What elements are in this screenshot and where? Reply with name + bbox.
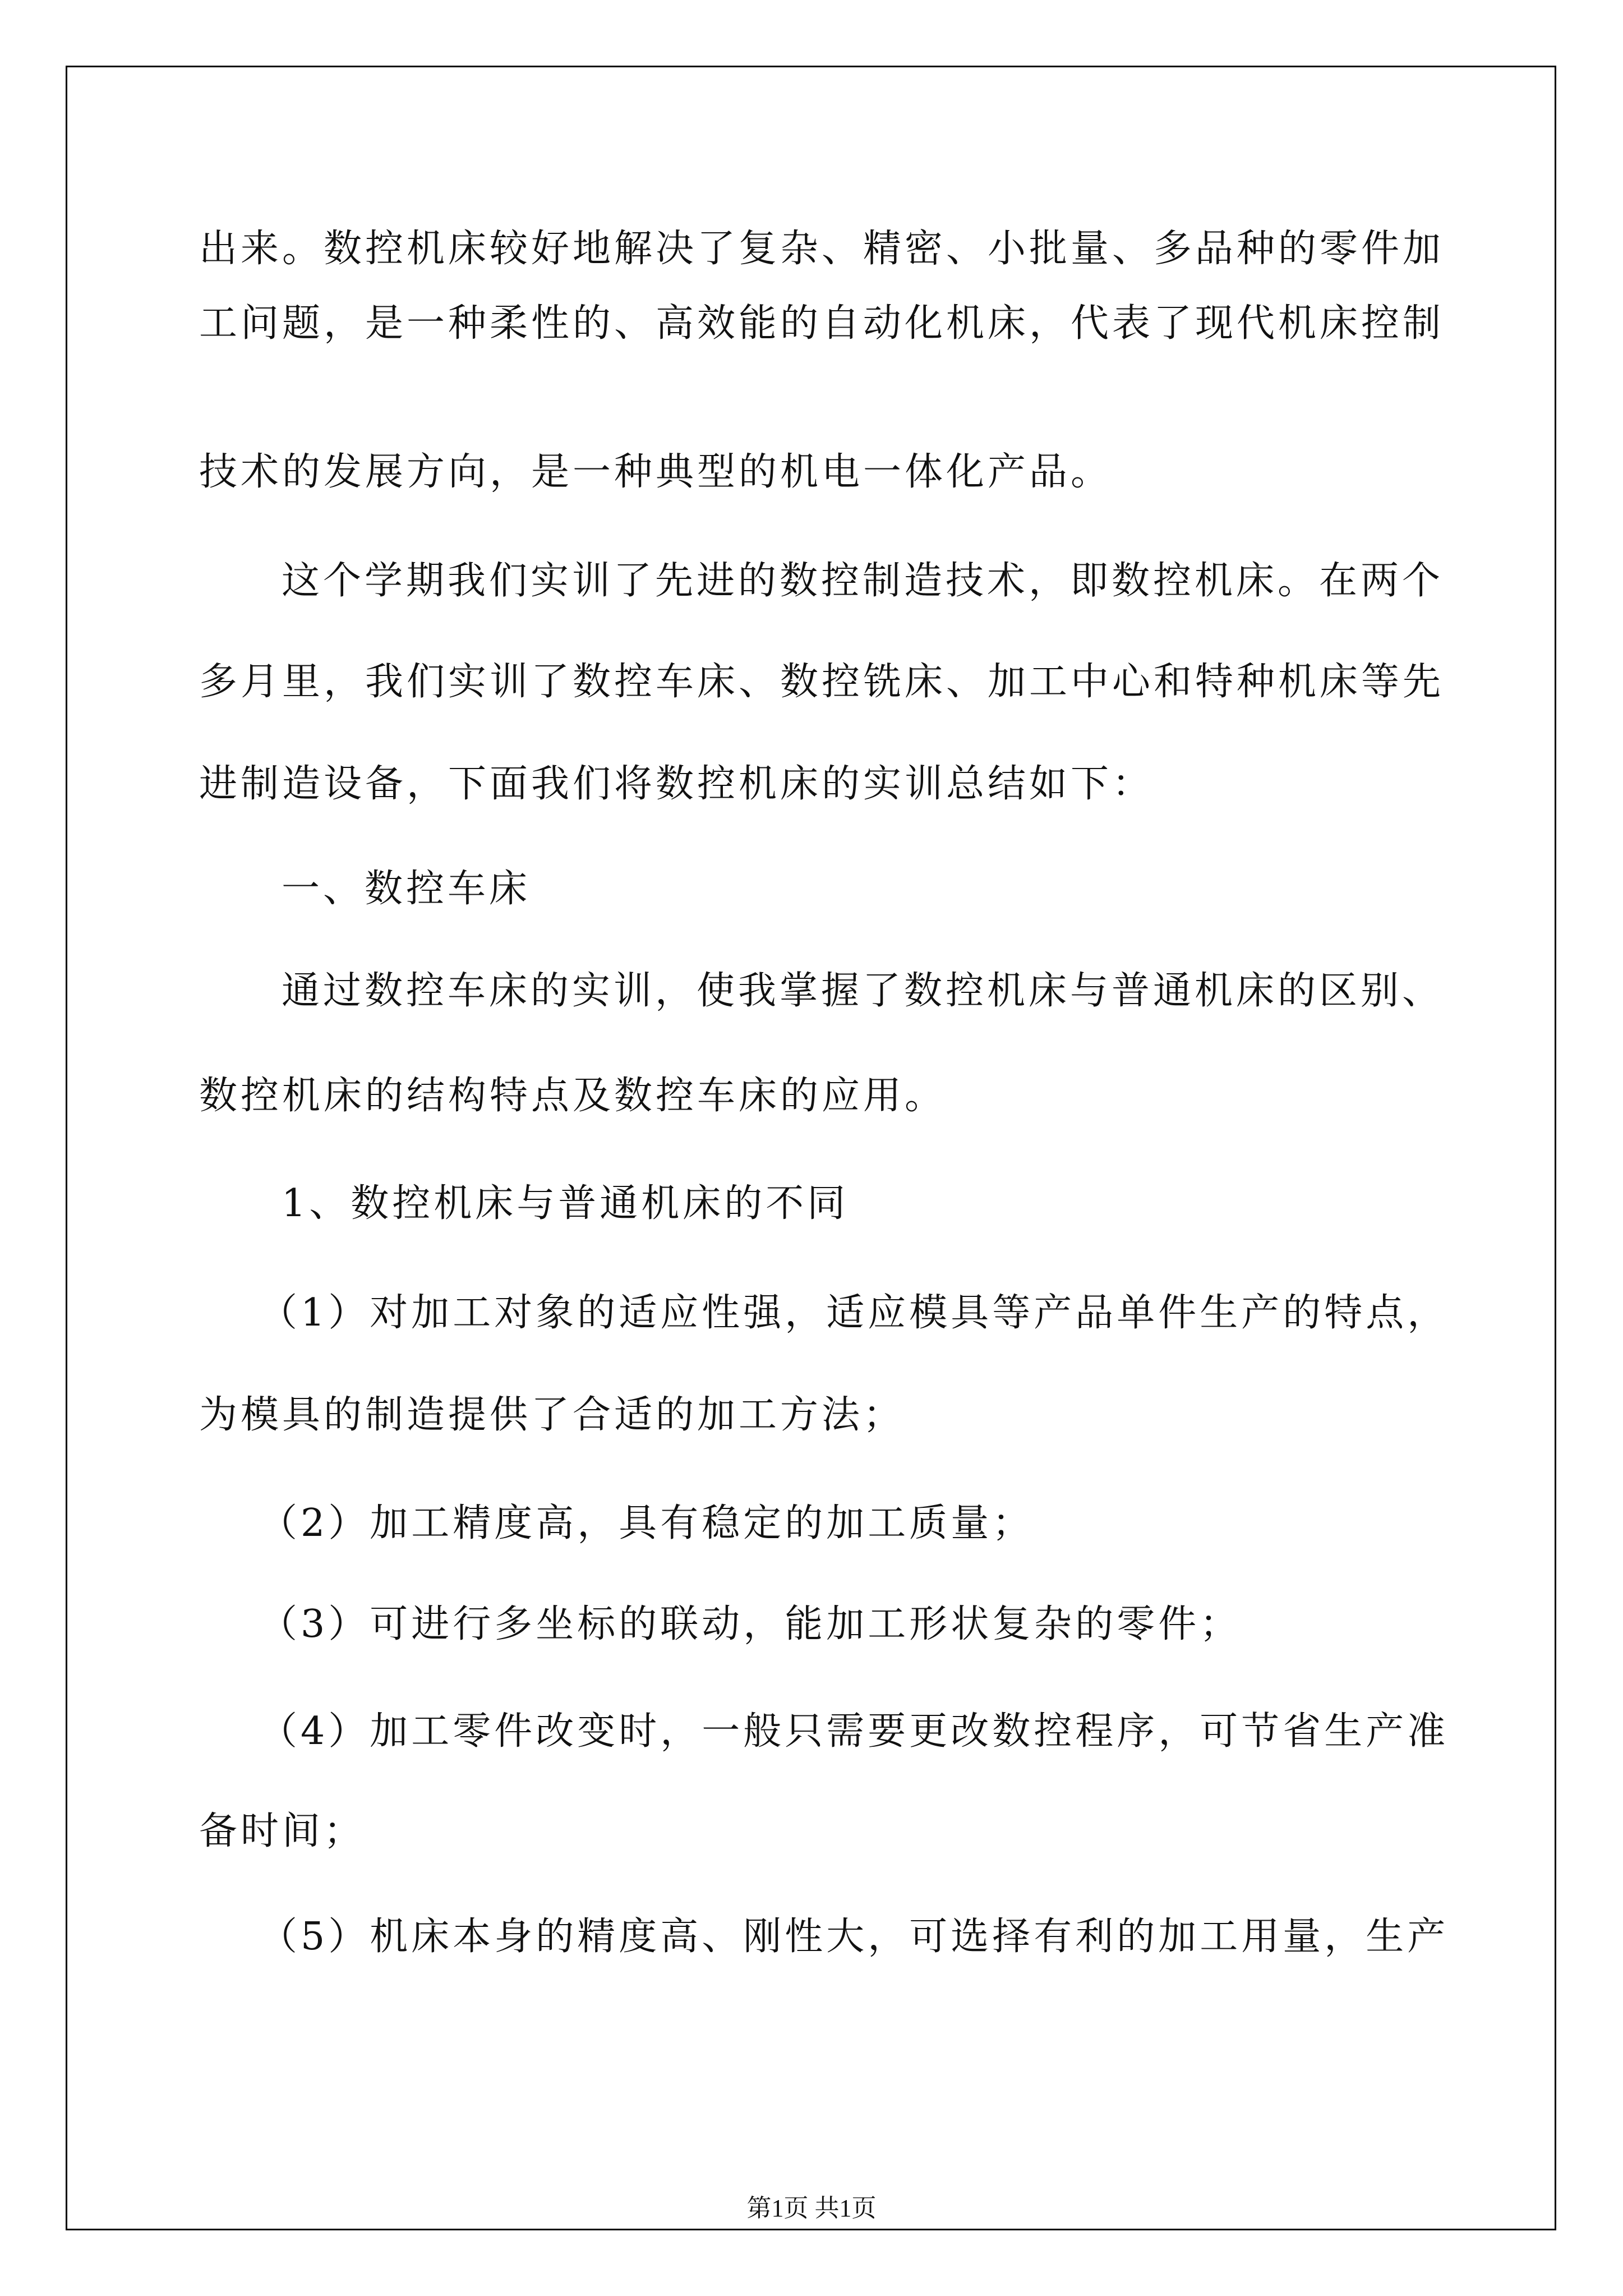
paragraph-line: 这个学期我们实训了先进的数控制造技术，即数控机床。在两个 — [282, 559, 1444, 603]
paragraph-line: 进制造设备，下面我们将数控机床的实训总结如下： — [199, 762, 1154, 806]
paragraph-line: 技术的发展方向，是一种典型的机电一体化产品。 — [199, 450, 1113, 494]
paragraph-line: 为模具的制造提供了合适的加工方法； — [199, 1393, 905, 1437]
list-item: （5）机床本身的精度高、刚性大，可选择有利的加工用量，生产 — [259, 1915, 1449, 1959]
list-item: （2）加工精度高，具有稳定的加工质量； — [259, 1501, 1034, 1545]
paragraph-line: 通过数控车床的实训，使我掌握了数控机床与普通机床的区别、 — [282, 969, 1444, 1013]
paragraph-line: 数控机床的结构特点及数控车床的应用。 — [199, 1074, 947, 1118]
paragraph-line: 备时间； — [199, 1809, 366, 1853]
paragraph-line: 多月里，我们实训了数控车床、数控铣床、加工中心和特种机床等先 — [199, 660, 1445, 704]
paragraph-line: 出来。数控机床较好地解决了复杂、精密、小批量、多品种的零件加 — [199, 227, 1445, 271]
page-border — [66, 66, 1556, 2230]
list-item: （1）对加工对象的适应性强，适应模具等产品单件生产的特点， — [259, 1291, 1449, 1335]
list-item: （4）加工零件改变时，一般只需要更改数控程序，可节省生产准 — [259, 1709, 1449, 1754]
section-heading: 一、数控车床 — [282, 867, 531, 911]
paragraph-line: 工问题，是一种柔性的、高效能的自动化机床，代表了现代机床控制 — [199, 301, 1445, 346]
list-item: （3）可进行多坐标的联动，能加工形状复杂的零件； — [259, 1602, 1242, 1646]
subsection-heading: 1、数控机床与普通机床的不同 — [282, 1181, 849, 1226]
page-footer: 第1页 共1页 — [746, 2194, 877, 2222]
